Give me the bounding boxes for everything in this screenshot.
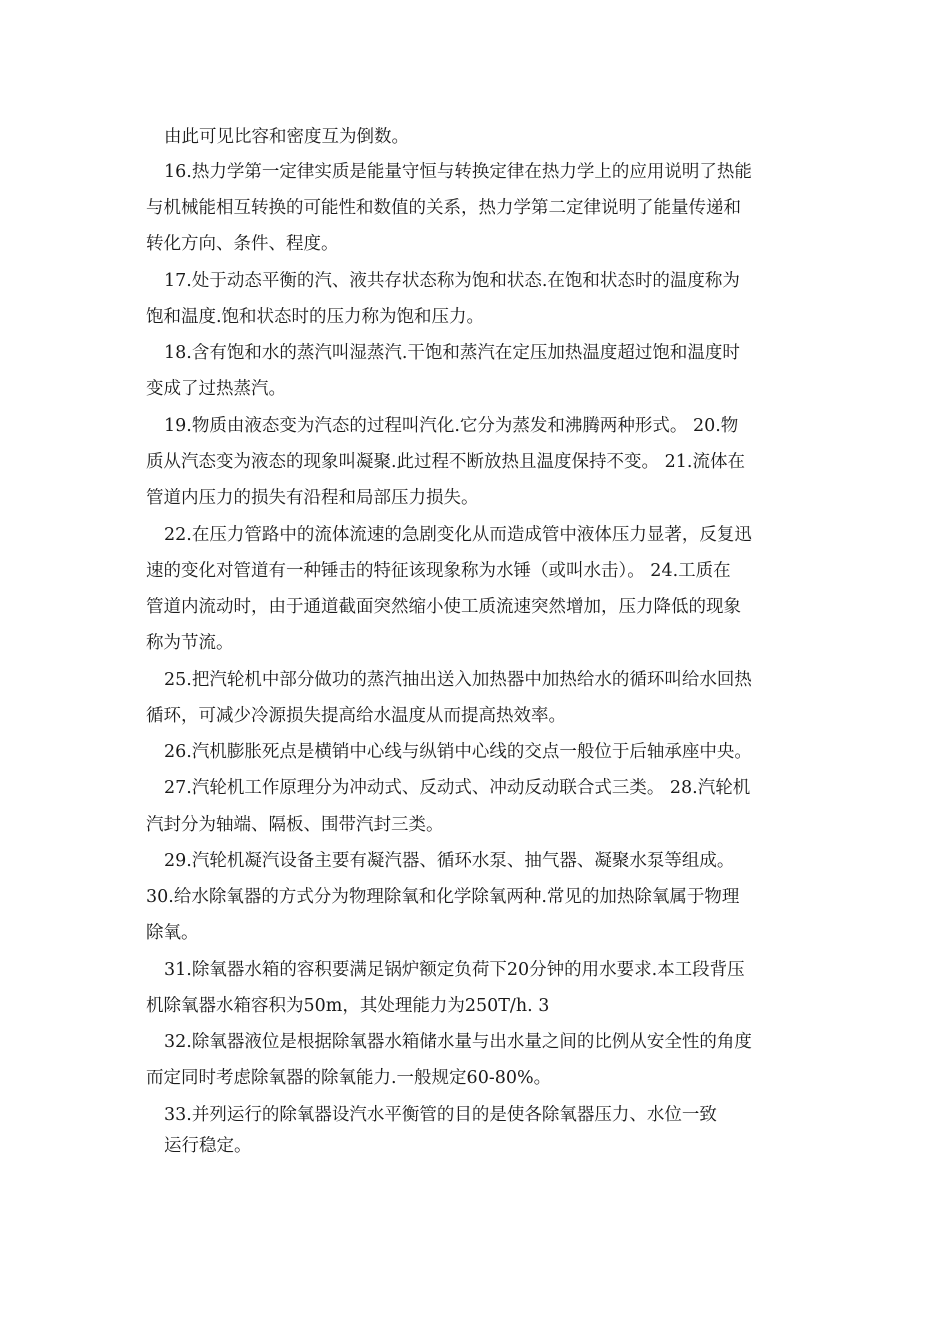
- text-line: 30.给水除氧器的方式分为物理除氧和化学除氧两种.常见的加热除氧属于物理: [146, 887, 740, 907]
- text-line: 管道内流动时，由于通道截面突然缩小使工质流速突然增加，压力降低的现象: [146, 597, 741, 617]
- text-line: 而定同时考虑除氧器的除氧能力.一般规定60-80%。: [146, 1068, 552, 1088]
- text-line: 17.处于动态平衡的汽、液共存状态称为饱和状态.在饱和状态时的温度称为: [164, 271, 740, 291]
- text-line: 称为节流。: [146, 633, 234, 653]
- text-line: 速的变化对管道有一种锤击的特征该现象称为水锤（或叫水击）。 24.工质在: [146, 561, 731, 581]
- text-line: 32.除氧器液位是根据除氧器水箱储水量与出水量之间的比例从安全性的角度: [164, 1032, 752, 1052]
- text-line: 循环，可减少冷源损失提高给水温度从而提高热效率。: [146, 706, 566, 726]
- text-line: 31.除氧器水箱的容积要满足锅炉额定负荷下20分钟的用水要求.本工段背压: [164, 960, 745, 980]
- text-line: 与机械能相互转换的可能性和数值的关系，热力学第二定律说明了能量传递和: [146, 198, 741, 218]
- text-line: 质从汽态变为液态的现象叫凝聚.此过程不断放热且温度保持不变。 21.流体在: [146, 452, 745, 472]
- text-line: 25.把汽轮机中部分做功的蒸汽抽出送入加热器中加热给水的循环叫给水回热: [164, 670, 752, 690]
- text-line: 27.汽轮机工作原理分为冲动式、反动式、冲动反动联合式三类。 28.汽轮机: [164, 778, 751, 798]
- text-line: 转化方向、条件、程度。: [146, 234, 339, 254]
- text-line: 22.在压力管路中的流体流速的急剧变化从而造成管中液体压力显著，反复迅: [164, 525, 752, 545]
- text-line: 33.并列运行的除氧器设汽水平衡管的目的是使各除氧器压力、水位一致: [164, 1105, 717, 1125]
- text-line: 29.汽轮机凝汽设备主要有凝汽器、循环水泵、抽气器、凝聚水泵等组成。: [164, 851, 735, 871]
- text-line: 26.汽机膨胀死点是横销中心线与纵销中心线的交点一般位于后轴承座中央。: [164, 742, 752, 762]
- text-line: 除氧。: [146, 923, 199, 943]
- text-line: 汽封分为轴端、隔板、围带汽封三类。: [146, 815, 444, 835]
- text-line: 变成了过热蒸汽。: [146, 379, 286, 399]
- text-line: 18.含有饱和水的蒸汽叫湿蒸汽.干饱和蒸汽在定压加热温度超过饱和温度时: [164, 343, 740, 363]
- text-line: 由此可见比容和密度互为倒数。: [164, 127, 409, 147]
- text-line: 机除氧器水箱容积为50m，其处理能力为250T/h. 3: [146, 996, 550, 1016]
- text-line: 运行稳定。: [164, 1136, 252, 1156]
- text-line: 16.热力学第一定律实质是能量守恒与转换定律在热力学上的应用说明了热能: [164, 162, 752, 182]
- text-line: 饱和温度.饱和状态时的压力称为饱和压力。: [146, 307, 485, 327]
- text-line: 19.物质由液态变为汽态的过程叫汽化.它分为蒸发和沸腾两种形式。 20.物: [164, 416, 739, 436]
- text-line: 管道内压力的损失有沿程和局部压力损失。: [146, 488, 479, 508]
